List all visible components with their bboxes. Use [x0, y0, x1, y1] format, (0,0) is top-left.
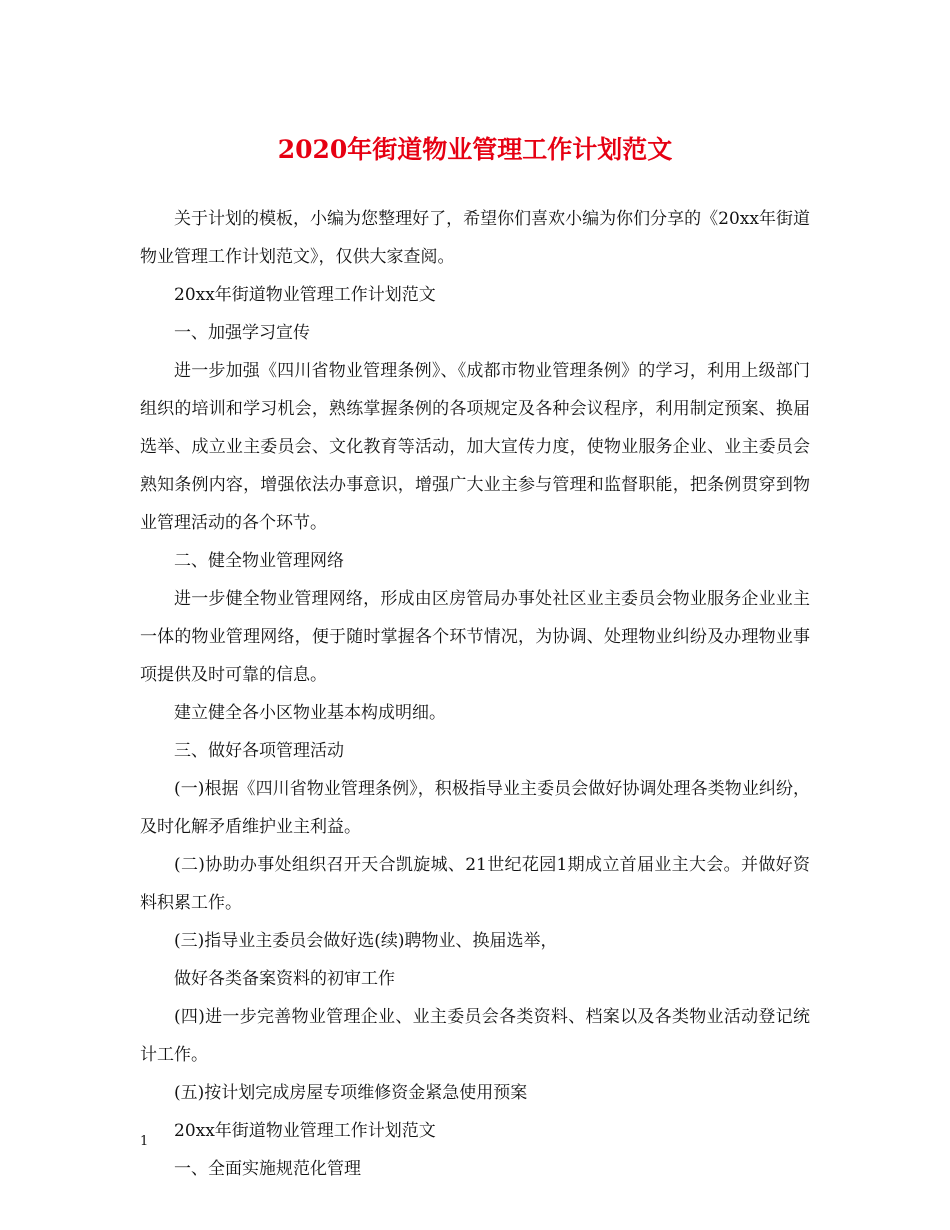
section-heading: 一、全面实施规范化管理 [174, 1159, 361, 1179]
page-number: 1 [140, 1134, 149, 1149]
paragraph: 建立健全各小区物业基本构成明细。 [174, 703, 446, 723]
document-body [140, 200, 810, 1188]
paragraph-intro: 关于计划的模板，小编为您整理好了，希望你们喜欢小编为你们分享的《20xx年街道物业管理工作计划范文》，仅供大家查阅。 [140, 209, 810, 267]
list-item: (五)按计划完成房屋专项维修资金紧急使用预案 [174, 1083, 528, 1103]
paragraph-subtitle: 20xx年街道物业管理工作计划范文 [174, 1121, 436, 1141]
section-heading: 二、健全物业管理网络 [174, 551, 344, 571]
list-item: (一)根据《四川省物业管理条例》，积极指导业主委员会做好协调处理各类物业纠纷，及时化解矛盾维护业主利益。 [140, 779, 810, 837]
document-title: 2020年街道物业管理工作计划范文 [277, 135, 673, 164]
list-item: (三)指导业主委员会做好选(续)聘物业、换届选举， [174, 931, 558, 951]
section-heading: 三、做好各项管理活动 [174, 741, 344, 761]
list-item: (四)进一步完善物业管理企业、业主委员会各类资料、档案以及各类物业活动登记统计工作。 [140, 1007, 810, 1065]
section-heading: 一、加强学习宣传 [174, 323, 310, 343]
paragraph: 做好各类备案资料的初审工作 [174, 969, 395, 989]
list-item: (二)协助办事处组织召开天合凯旋城、21世纪花园1期成立首届业主大会。并做好资料积累工作。 [140, 855, 810, 913]
paragraph: 进一步加强《四川省物业管理条例》、《成都市物业管理条例》的学习，利用上级部门组织的培训和学习机会，熟练掌握条例的各项规定及各种会议程序，利用制定预案、换届选举、成立业主委员会、文化教育等活动，加大宣传力度，使物业服务企业、业主委员会熟知条例内容，增强依法办事意识，增强广大业主参与管理和监督职能，把条例贯穿到物业管理活动的各个环节。 [140, 361, 810, 533]
paragraph-subtitle: 20xx年街道物业管理工作计划范文 [174, 285, 436, 305]
paragraph: 进一步健全物业管理网络，形成由区房管局办事处社区业主委员会物业服务企业业主一体的物业管理网络，便于随时掌握各个环节情况，为协调、处理物业纠纷及办理物业事项提供及时可靠的信息。 [140, 589, 810, 685]
